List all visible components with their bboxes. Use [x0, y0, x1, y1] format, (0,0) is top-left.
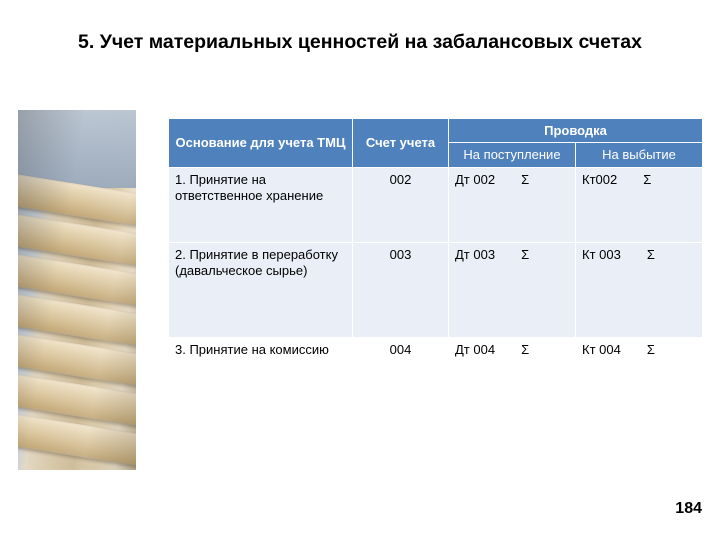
cell-account: 002: [353, 167, 449, 242]
cell-basis: 3. Принятие на комиссию: [169, 337, 353, 406]
posting-sum: Σ: [521, 341, 530, 357]
cell-incoming: [449, 242, 576, 337]
posting-credit: Кт 003: [582, 246, 621, 262]
off-balance-accounts-table: [168, 118, 703, 407]
cell-account: 004: [353, 337, 449, 406]
cell-account: 003: [353, 242, 449, 337]
cell-outgoing: [576, 242, 703, 337]
posting-debit: Дт 002: [455, 171, 496, 187]
cell-basis: 2. Принятие в переработку (давальческое сырье): [169, 242, 353, 337]
posting-sum: Σ: [646, 246, 655, 262]
plywood-boards-stack-photo: [18, 110, 136, 470]
posting-debit: Дт 004: [455, 341, 496, 357]
cell-incoming: [449, 337, 576, 406]
header-account: Счет учета: [353, 119, 449, 168]
photo-shading: [18, 110, 136, 470]
table-row: [169, 337, 703, 406]
cell-outgoing: [576, 337, 703, 406]
header-basis: Основание для учета ТМЦ: [169, 119, 353, 168]
posting-sum: Σ: [521, 171, 530, 187]
table-row: [169, 167, 703, 242]
posting-sum: Σ: [521, 246, 530, 262]
header-incoming: На поступление: [449, 143, 576, 168]
posting-sum: Σ: [646, 341, 655, 357]
posting-debit: Дт 003: [455, 246, 496, 262]
header-outgoing: На выбытие: [576, 143, 703, 168]
cell-basis: 1. Принятие на ответственное хранение: [169, 167, 353, 242]
cell-incoming: [449, 167, 576, 242]
cell-outgoing: [576, 167, 703, 242]
page-title: 5. Учет материальных ценностей на забалансовых счетах: [78, 31, 642, 53]
posting-credit: Кт002: [582, 171, 618, 187]
page-number: 184: [675, 500, 702, 517]
header-posting: Проводка: [449, 119, 703, 143]
table-row: [169, 242, 703, 337]
posting-sum: Σ: [643, 171, 652, 187]
table-header-row-top: [169, 119, 703, 143]
posting-credit: Кт 004: [582, 341, 621, 357]
